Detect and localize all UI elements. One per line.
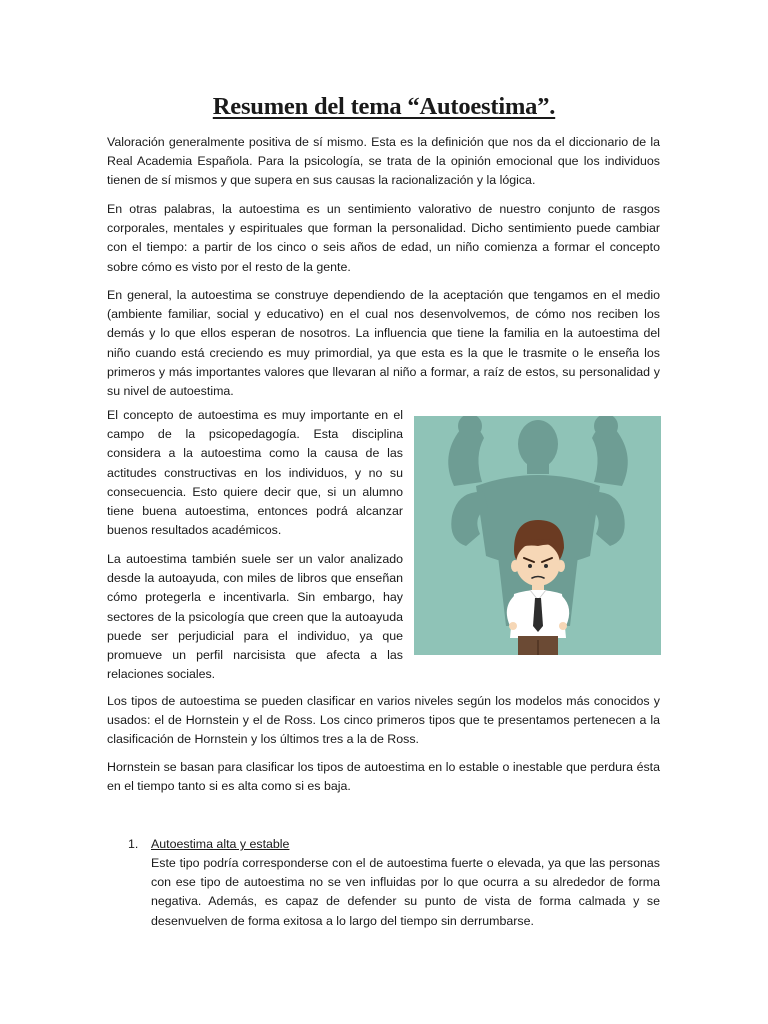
paragraph-definition: Valoración generalmente positiva de sí mismo. Esta es la definición que nos da el diccionario de la Real Academia Española. Para la psicología, se trata de la opinión emocional que los individuos tienen de sí mismos y que supera en sus causas la racionalización y la lógica. [107,135,660,188]
paragraph-general: En general, la autoestima se construye dependiendo de la aceptación que tengamos en el medio (ambiente familiar, social y educativo) en el cual nos desenvolvemos, de cómo nos reciben los demás y lo que ellos esperan de nosotros. La influencia que tiene la familia en la autoestima del niño cuando está creciendo es muy primordial, ya que esta es la que le trasmite o le enseña los primeros y más importantes valores que llevaran al niño a formar, a raíz de estos, su personalidad y su nivel de autoestima. [107,288,660,399]
paragraph-types: Los tipos de autoestima se pueden clasificar en varios niveles según los modelos más conocidos y usados: el de Hornstein y el de Ross. Los cinco primeros tipos que te presentamos pertenecen a la clasificación de Hornstein y los últimos tres a la de Ross. [107,694,660,747]
paragraph-autoayuda: La autoestima también suele ser un valor analizado desde la autoayuda, con miles de libros que enseñan cómo protegerla e incentivarla. Sin embargo, hay sectores de la psicología que creen que la autoayuda puede ser perjudicial para el individuo, ya que promueve un perfil narcisista que afecta a las relaciones sociales. [107,552,403,682]
paragraph-hornstein: Hornstein se basan para clasificar los tipos de autoestima en lo estable o inestable que perdura ésta en el tiempo tanto si es alta como si es baja. [107,760,660,794]
self-esteem-illustration [414,416,661,655]
list-item-text: Este tipo podría corresponderse con el de autoestima fuerte o elevada, ya que las personas con ese tipo de autoestima no se ven influidas por lo que ocurra a su alrededor de forma negativa. Además, es capaz de defender su punto de vista de forma calmada y se desenvuelven de forma exitosa a lo largo del tiempo sin derrumbarse. [151,856,660,928]
list-item-number: 1. [128,837,139,851]
paragraph-other-words: En otras palabras, la autoestima es un sentimiento valorativo de nuestro conjunto de rasgos corporales, mentales y espirituales que forman la personalidad. Dicho sentimiento puede cambiar con el tiempo: a partir de los cinco o seis años de edad, un niño comienza a formar el concepto sobre cómo es visto por el resto de la gente. [107,202,660,274]
list-item-heading: Autoestima alta y estable [151,837,290,851]
document-title: Resumen del tema “Autoestima”. [212,93,556,120]
paragraph-psicopedagogia: El concepto de autoestima es muy importante en el campo de la psicopedagogía. Esta disciplina considera a la autoestima como la causa de las actitudes constructivas en los individuos, y no su consecuencia. Esto quiere decir que, si un alumno tiene buena autoestima, entonces podrá alcanzar buenos resultados académicos. [107,408,403,538]
